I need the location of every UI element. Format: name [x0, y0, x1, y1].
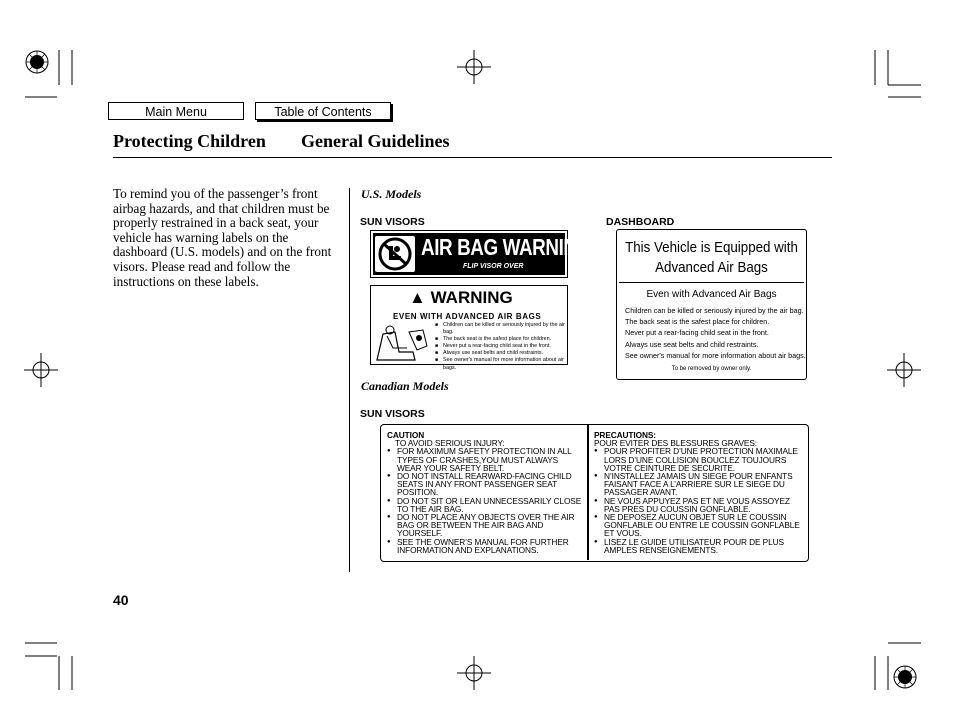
warning-label: [370, 285, 568, 371]
dashboard-item: See owner's manual for more information about air bags.: [625, 350, 806, 360]
dashboard-item: Never put a rear-facing child seat in the front.: [625, 328, 769, 338]
warning-title: WARNING: [430, 288, 513, 307]
label-column-divider: [587, 425, 589, 560]
main-menu-button[interactable]: Main Menu: [108, 102, 244, 120]
caution-item: ● DO NOT INSTALL REARWARD-FACING CHILD SEATS IN ANY FRONT PASSENGER SEAT POSITION.: [387, 472, 583, 497]
title-rule: [113, 157, 832, 158]
precautions-item: ● NE VOUS APPUYEZ PAS ET NE VOUS ASSOYEZ PAS PRES DU COUSSIN GONFLABLE.: [594, 497, 800, 513]
dashboard-footer: To be removed by owner only.: [671, 366, 752, 372]
dashboard-title-line1: This Vehicle is Equipped with: [625, 240, 798, 256]
precautions-item: ● POUR PROFITER D’UNE PROTECTION MAXIMALE LORS D’UNE COLLISION BOUCLEZ TOUJOURS VOTRE CEINTURE DE SECURITE.: [594, 447, 800, 472]
warning-subtitle: EVEN WITH ADVANCED AIR BAGS: [393, 312, 542, 321]
column-divider: [349, 188, 350, 572]
warning-items-list: [435, 322, 567, 372]
dashboard-title-line2: Advanced Air Bags: [655, 260, 768, 276]
dashboard-subtitle: Even with Advanced Air Bags: [646, 289, 777, 300]
table-of-contents-button[interactable]: Table of Contents: [255, 102, 391, 120]
dashboard-item: The back seat is the safest place for children.: [625, 317, 770, 327]
canada-sun-visors-caption: SUN VISORS: [360, 408, 425, 420]
child-seat-illustration-icon: [373, 322, 431, 362]
airbag-warning-title: AIR BAG WARNING: [421, 234, 591, 260]
no-child-seat-icon: [375, 236, 415, 272]
canadian-models-heading: Canadian Models: [361, 379, 449, 393]
caution-column: [387, 431, 583, 554]
dashboard-divider: [619, 282, 804, 283]
us-models-heading: U.S. Models: [361, 187, 422, 201]
precautions-item: ● NE DEPOSEZ AUCUN OBJET SUR LE COUSSIN GONFLABLE OU ENTRE LE COUSSIN GONFLABLE ET VOUS.: [594, 513, 800, 538]
warning-item: ■ Always use seat belts and child restraints.: [435, 350, 567, 357]
airbag-warning-panel: [373, 233, 591, 275]
canadian-visor-label: [380, 424, 809, 562]
warning-title-row: [409, 288, 513, 308]
dashboard-item: Children can be killed or seriously injured by the air bag.: [625, 306, 804, 315]
dashboard-label: [616, 229, 807, 380]
us-sun-visors-caption: SUN VISORS: [360, 216, 425, 228]
caution-item: ● FOR MAXIMUM SAFETY PROTECTION IN ALL TYPES OF CRASHES,YOU MUST ALWAYS WEAR YOUR SAFETY BELT.: [387, 447, 583, 472]
dashboard-item: Always use seat belts and child restraints.: [625, 339, 759, 349]
warning-triangle-icon: ▲: [409, 288, 426, 307]
caution-item: ● DO NOT PLACE ANY OBJECTS OVER THE AIR BAG OR BETWEEN THE AIR BAG AND YOURSELF.: [387, 513, 583, 538]
caution-title: CAUTION: [387, 430, 425, 440]
caution-item: ● DO NOT SIT OR LEAN UNNECESSARILY CLOSE TO THE AIR BAG.: [387, 497, 583, 513]
page-number: 40: [113, 592, 129, 608]
precautions-item: ● N’INSTALLEZ JAMAIS UN SIEGE POUR ENFANTS FAISANT FACE A L’ARRIERE SUR LE SIEGE DU PASSAGER AVANT.: [594, 472, 800, 497]
dashboard-caption: DASHBOARD: [606, 216, 675, 228]
warning-item: ■ Never put a rear-facing child seat in the front.: [435, 343, 567, 350]
dashboard-items-list: [625, 305, 806, 361]
warning-item: ■ The back seat is the safest place for children.: [435, 336, 567, 343]
caution-lead: TO AVOID SERIOUS INJURY:: [395, 438, 505, 449]
section-title: Protecting Children: [113, 131, 266, 151]
precautions-lead: POUR EVITER DES BLESSURES GRAVES:: [594, 438, 757, 449]
precautions-item: ● LISEZ LE GUIDE UTILISATEUR POUR DE PLUS AMPLES RENSEIGNEMENTS.: [594, 538, 800, 554]
warning-item: ■ See owner's manual for more information about air bags.: [435, 357, 567, 371]
dashboard-label-title: [625, 238, 799, 278]
precautions-title: PRECAUTIONS:: [594, 430, 656, 440]
caution-item: ● SEE THE OWNER’S MANUAL FOR FURTHER INFORMATION AND EXPLANATIONS.: [387, 538, 583, 554]
body-paragraph: To remind you of the passenger’s front airbag hazards, and that children must be properly restrained in a back seat, your vehicle has warning labels on the dashboard (U.S. models) and on the front visors. Please read and follow the instructions on these labels.: [113, 186, 332, 289]
flip-visor-text: FLIP VISOR OVER: [463, 263, 524, 270]
airbag-warning-label: [370, 230, 591, 278]
precautions-column: [594, 431, 800, 554]
warning-item: ■ Children can be killed or seriously injured by the air bag.: [435, 322, 567, 336]
subsection-title: General Guidelines: [301, 131, 450, 151]
